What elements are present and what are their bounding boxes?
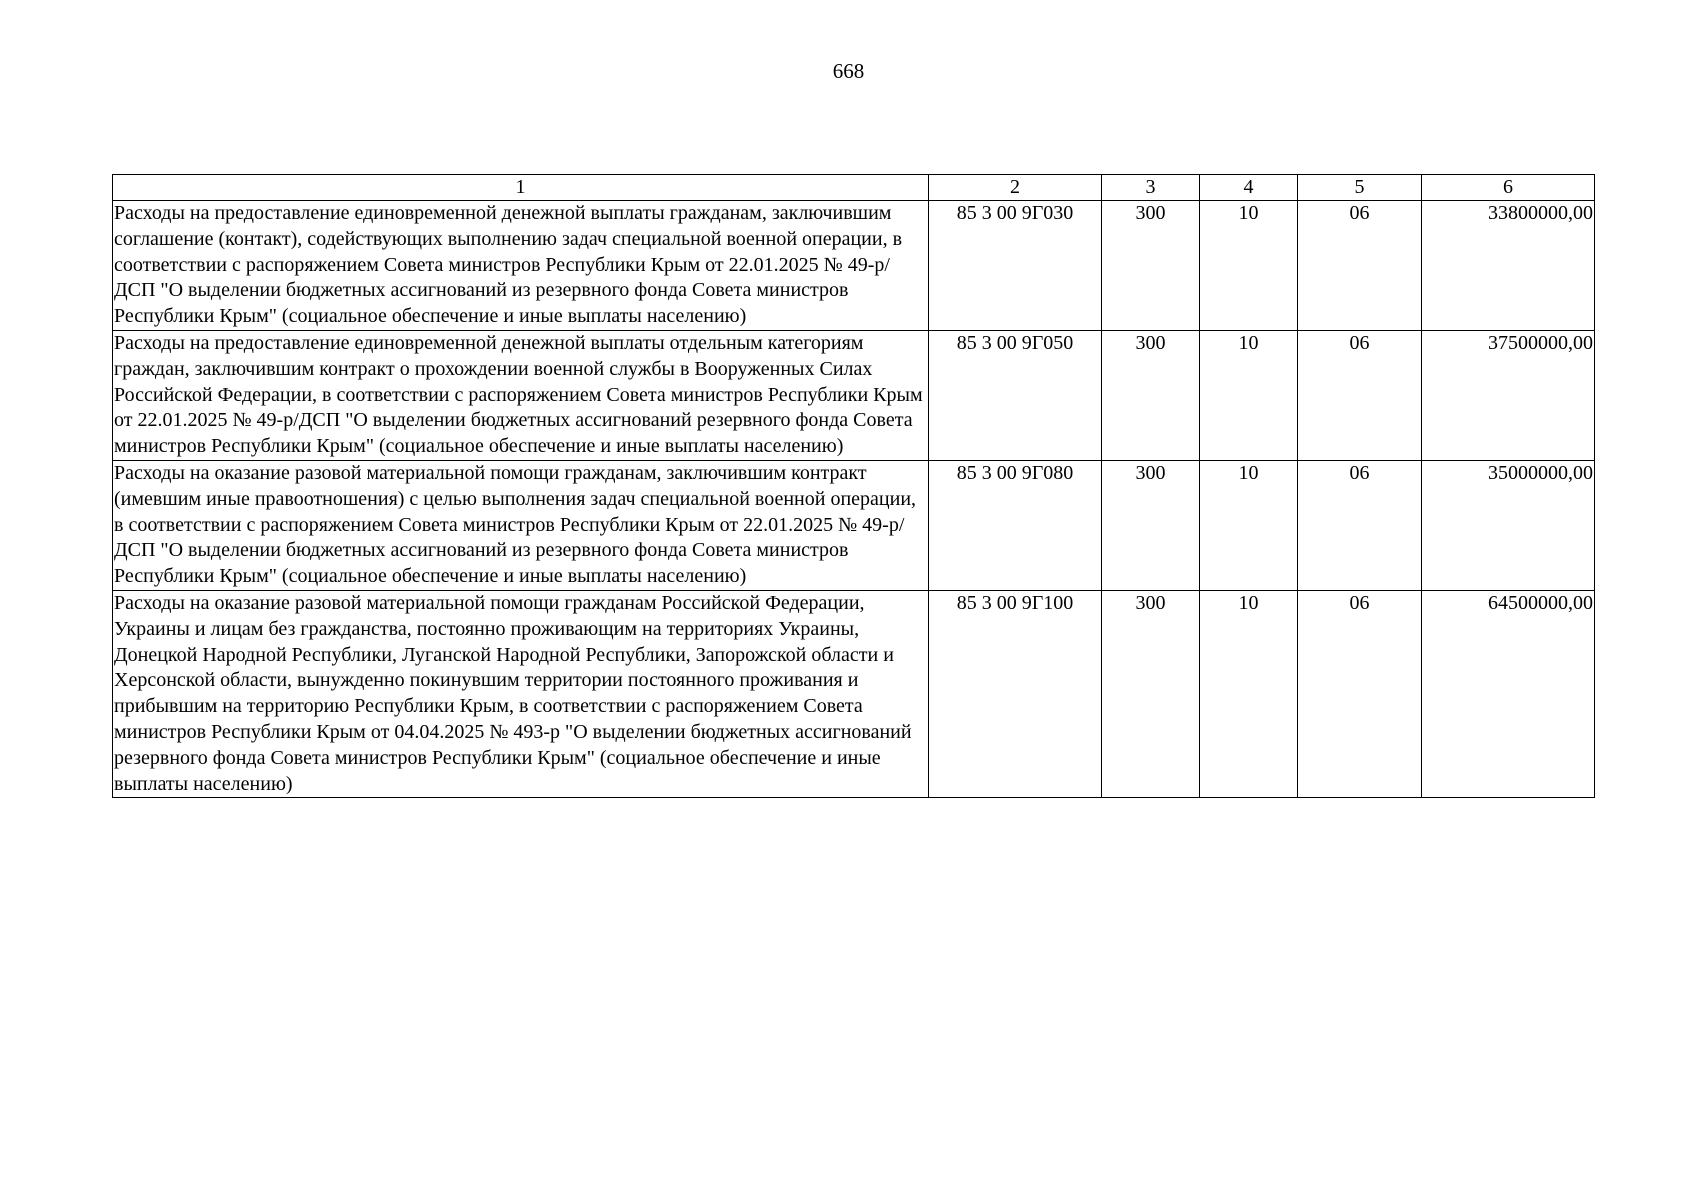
row-target-code: 85 3 00 9Г100	[929, 590, 1102, 797]
row-target-code: 85 3 00 9Г050	[929, 330, 1102, 460]
page-number: 668	[832, 59, 865, 83]
row-expense-type: 300	[1102, 330, 1200, 460]
budget-table	[112, 174, 1595, 798]
row-amount: 64500000,00	[1422, 590, 1595, 797]
column-header-6: 6	[1422, 175, 1595, 201]
row-target-code: 85 3 00 9Г080	[929, 460, 1102, 590]
column-header-5: 5	[1298, 175, 1422, 201]
row-subsection: 06	[1298, 460, 1422, 590]
row-description: Расходы на предоставление единовременной денежной выплаты отдельным категориям граждан, заключившим контракт о прохождении военной службы в Вооруженных Силах Российской Федерации, в соответствии с распоряжением Совета министров Республики Крым от 22.01.2025 № 49-р/ДСП "О выделении бюджетных ассигнований резервного фонда Совета министров Республики Крым" (социальное обеспечение и иные выплаты населению)	[113, 330, 929, 460]
table-row	[113, 590, 1595, 797]
row-section: 10	[1200, 460, 1298, 590]
table-row	[113, 330, 1595, 460]
row-section: 10	[1200, 330, 1298, 460]
row-section: 10	[1200, 201, 1298, 331]
row-description: Расходы на оказание разовой материальной помощи гражданам, заключившим контракт (имевшим иные правоотношения) с целью выполнения задач специальной военной операции, в соответствии с распоряжением Совета министров Республики Крым от 22.01.2025 № 49-р/ДСП "О выделении бюджетных ассигнований из резервного фонда Совета министров Республики Крым" (социальное обеспечение и иные выплаты населению)	[113, 460, 929, 590]
row-target-code: 85 3 00 9Г030	[929, 201, 1102, 331]
row-section: 10	[1200, 590, 1298, 797]
column-header-3: 3	[1102, 175, 1200, 201]
row-subsection: 06	[1298, 201, 1422, 331]
row-amount: 33800000,00	[1422, 201, 1595, 331]
table-row	[113, 460, 1595, 590]
column-header-2: 2	[929, 175, 1102, 201]
row-subsection: 06	[1298, 590, 1422, 797]
column-header-4: 4	[1200, 175, 1298, 201]
row-amount: 37500000,00	[1422, 330, 1595, 460]
row-expense-type: 300	[1102, 460, 1200, 590]
row-expense-type: 300	[1102, 201, 1200, 331]
row-amount: 35000000,00	[1422, 460, 1595, 590]
table-header-row	[113, 175, 1595, 201]
row-subsection: 06	[1298, 330, 1422, 460]
row-description: Расходы на предоставление единовременной денежной выплаты гражданам, заключившим соглашение (контакт), содействующих выполнению задач специальной военной операции, в соответствии с распоряжением Совета министров Республики Крым от 22.01.2025 № 49-р/ДСП "О выделении бюджетных ассигнований из резервного фонда Совета министров Республики Крым" (социальное обеспечение и иные выплаты населению)	[113, 201, 929, 331]
table-row	[113, 201, 1595, 331]
row-expense-type: 300	[1102, 590, 1200, 797]
row-description: Расходы на оказание разовой материальной помощи гражданам Российской Федерации, Украины и лицам без гражданства, постоянно проживающим на территориях Украины, Донецкой Народной Республики, Луганской Народной Республики, Запорожской области и Херсонской области, вынужденно покинувшим территории постоянного проживания и прибывшим на территорию Республики Крым, в соответствии с распоряжением Совета министров Республики Крым от 04.04.2025 № 493-р "О выделении бюджетных ассигнований резервного фонда Совета министров Республики Крым" (социальное обеспечение и иные выплаты населению)	[113, 590, 929, 797]
column-header-1: 1	[113, 175, 929, 201]
